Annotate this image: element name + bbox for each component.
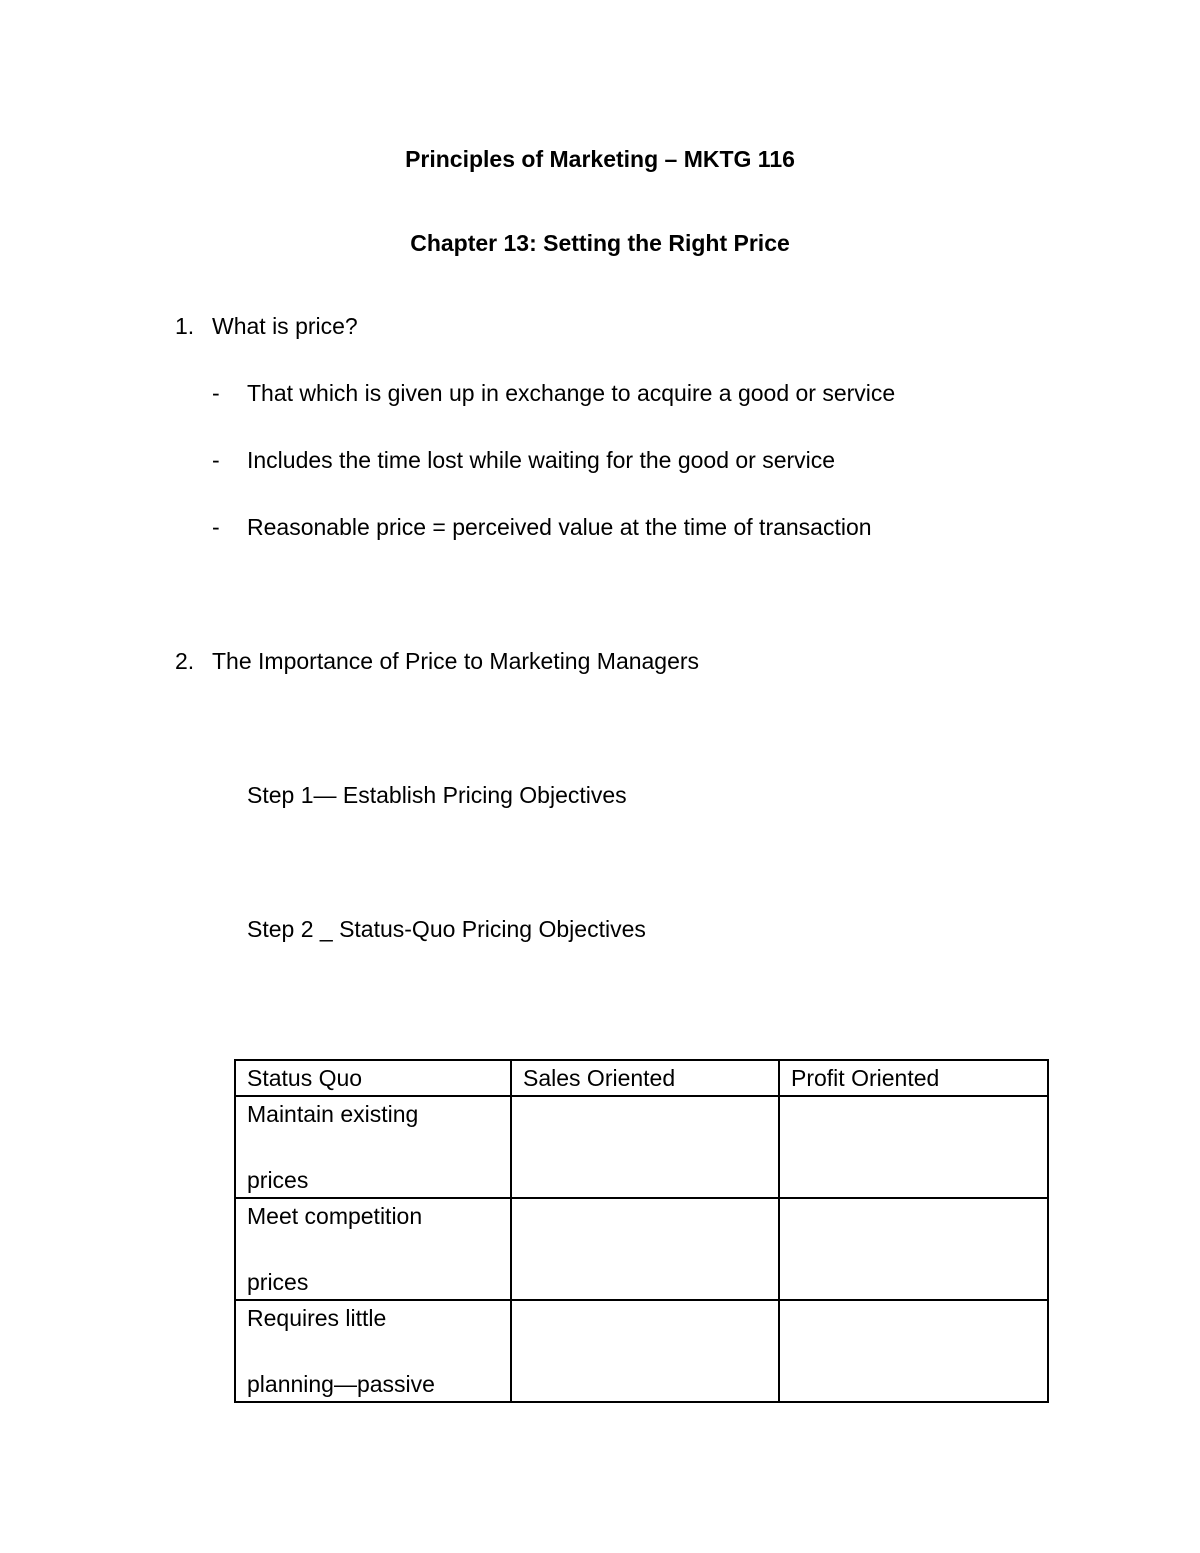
cell-text: planning—passive [247, 1371, 435, 1397]
header-status-quo: Status Quo [235, 1060, 511, 1096]
bullet-item: Reasonable price = perceived value at the time of transaction [247, 514, 872, 540]
sales-oriented-cell [511, 1198, 779, 1300]
chapter-title: Chapter 13: Setting the Right Price [410, 230, 790, 256]
profit-oriented-cell [779, 1300, 1048, 1402]
section1-heading: What is price? [212, 313, 358, 339]
pricing-objectives-table [234, 1059, 1049, 1403]
cell-text: Meet competition [247, 1203, 423, 1229]
course-title: Principles of Marketing – MKTG 116 [405, 146, 795, 172]
sales-oriented-cell [511, 1300, 779, 1402]
bullet-marker: - [212, 380, 220, 406]
bullet-item: That which is given up in exchange to acquire a good or service [247, 380, 896, 406]
section2-heading: The Importance of Price to Marketing Managers [212, 648, 700, 674]
bullet-item: Includes the time lost while waiting for the good or service [247, 447, 836, 473]
step-2-text: Step 2 _ Status-Quo Pricing Objectives [247, 916, 646, 942]
table-row [235, 1096, 1048, 1198]
bullet-marker: - [212, 514, 220, 540]
cell-text: prices [247, 1269, 309, 1295]
status-quo-cell [235, 1198, 511, 1300]
bullet-marker: - [212, 447, 220, 473]
profit-oriented-cell [779, 1096, 1048, 1198]
section2-number: 2. [175, 648, 195, 674]
status-quo-cell [235, 1300, 511, 1402]
cell-text: prices [247, 1167, 309, 1193]
header-sales-oriented: Sales Oriented [511, 1060, 779, 1096]
cell-text: Maintain existing [247, 1101, 419, 1127]
table-row [235, 1198, 1048, 1300]
sales-oriented-cell [511, 1096, 779, 1198]
table-row [235, 1300, 1048, 1402]
status-quo-cell [235, 1096, 511, 1198]
cell-text: Requires little [247, 1305, 387, 1331]
section1-number: 1. [175, 313, 195, 339]
step-1-text: Step 1— Establish Pricing Objectives [247, 782, 627, 808]
table-header-row [235, 1060, 1048, 1096]
header-profit-oriented: Profit Oriented [779, 1060, 1048, 1096]
profit-oriented-cell [779, 1198, 1048, 1300]
